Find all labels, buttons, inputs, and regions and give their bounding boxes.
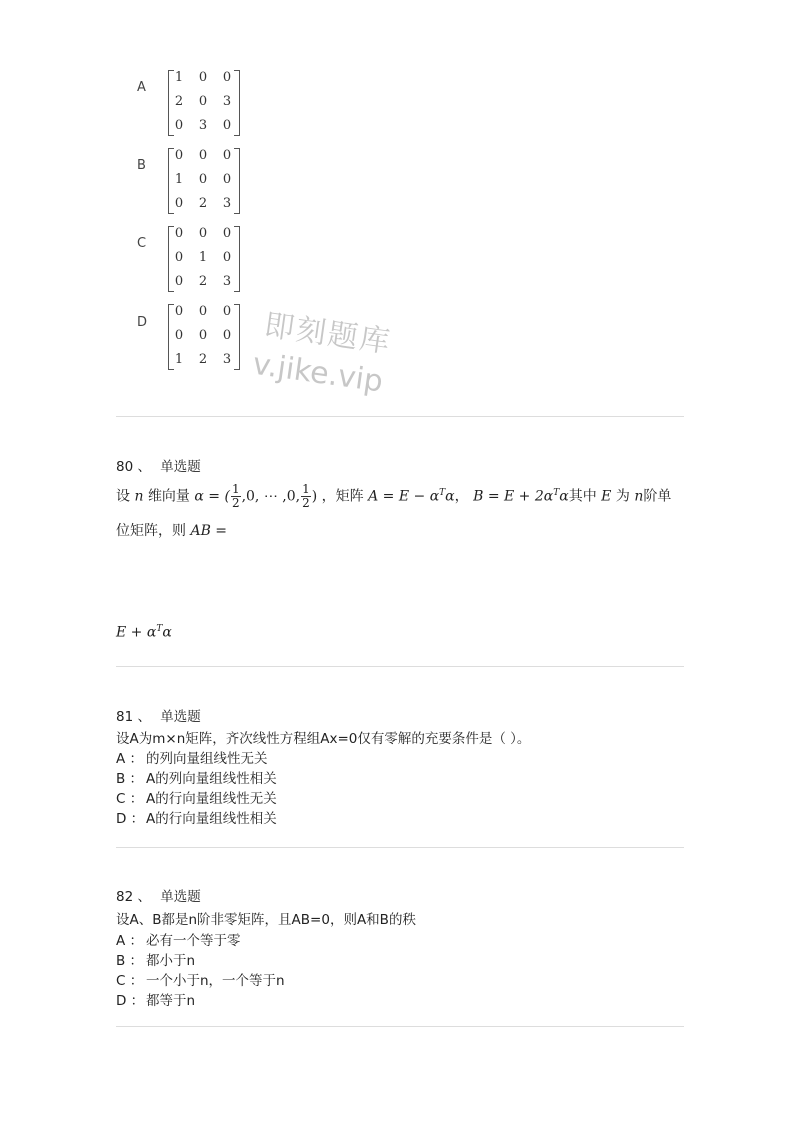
choice-letter: B ： [116, 771, 144, 787]
matrix-cell: 0 [198, 304, 208, 319]
text-fragment: n [134, 488, 144, 505]
text-fragment: ) [311, 488, 318, 505]
matrix-cell: 0 [198, 70, 208, 85]
fraction [231, 483, 241, 510]
matrix-cell: 0 [198, 328, 208, 343]
answer-expression [116, 624, 172, 641]
text-fragment: α [559, 488, 569, 505]
matrix-cell: 0 [174, 118, 184, 133]
choice-c[interactable] [116, 787, 277, 807]
numerator: 1 [302, 482, 310, 496]
watermark-line1: 即刻题库 [262, 307, 394, 361]
denominator: 2 [231, 496, 240, 510]
choice-letter: D ： [116, 811, 145, 827]
matrix-cell: 1 [198, 250, 208, 265]
divider [116, 416, 684, 417]
matrix [168, 70, 240, 136]
matrix-cell: 2 [198, 352, 208, 367]
watermark [250, 300, 394, 400]
matrix-cell: 1 [174, 172, 184, 187]
choice-text: 都小于n [146, 953, 196, 969]
text-fragment: E + α [116, 624, 157, 641]
matrix-cell: 3 [222, 274, 232, 289]
text-fragment: AB = [190, 523, 228, 539]
matrix-cell: 0 [222, 172, 232, 187]
matrix-cell: 0 [198, 148, 208, 163]
numerator: 1 [231, 482, 240, 496]
matrix-cell: 0 [174, 148, 184, 163]
choice-text: A的行向量组线性无关 [146, 791, 277, 807]
choice-d[interactable] [116, 807, 277, 827]
matrix-cell: 2 [174, 94, 184, 109]
choice-text: 一个小于n，一个等于n [146, 973, 285, 989]
choice-text: 的列向量组线性无关 [146, 751, 268, 767]
matrix-cell: 0 [222, 70, 232, 85]
question-header [116, 705, 201, 725]
question-number: 82 、 [116, 889, 151, 905]
superscript: T [439, 487, 446, 498]
choice-letter: A ： [116, 751, 144, 767]
text-fragment: n [634, 488, 644, 505]
question-type: 单选题 [160, 889, 201, 905]
option-letter: A [137, 80, 146, 95]
choice-letter: C ： [116, 973, 144, 989]
matrix-cell: 3 [222, 94, 232, 109]
choice-b[interactable] [116, 949, 195, 969]
superscript: T [553, 487, 560, 498]
text-fragment: E [601, 488, 612, 505]
matrix-cell: 0 [198, 226, 208, 241]
text-fragment: 为 [615, 488, 630, 505]
question-text: 设A、B都是n阶非零矩阵，且AB=0，则A和B的秩 [116, 912, 416, 928]
matrix-cell: 0 [222, 226, 232, 241]
question-type: 单选题 [160, 709, 201, 725]
choice-b[interactable] [116, 767, 277, 787]
question-header [116, 455, 201, 475]
choice-text: A的列向量组线性相关 [146, 771, 277, 787]
text-fragment: A = E − α [368, 488, 440, 505]
question-header [116, 885, 201, 905]
watermark-line2: v.jike.vip [250, 346, 386, 400]
text-fragment: B = E + 2α [473, 488, 554, 505]
matrix-cell: 3 [198, 118, 208, 133]
choice-text: 都等于n [146, 993, 196, 1009]
question-text: 设 n 维向量 α = ( $\frac{1}{2}$ ,0, ⋯ ,0, $\frac{1}{2}$ ) ，矩阵 $A = E - \alpha^T\alpha$， $B = E + 2\alpha^T\alpha$其中 E 为 n阶单 [116, 482, 672, 510]
matrix-cell: 0 [198, 172, 208, 187]
matrix-cell: 0 [222, 328, 232, 343]
matrix-cell: 0 [222, 304, 232, 319]
choice-text: 必有一个等于零 [146, 933, 241, 949]
matrix-cell: 3 [222, 352, 232, 367]
matrix-cell: 2 [198, 196, 208, 211]
text-fragment: α [162, 624, 172, 641]
question-number: 81 、 [116, 709, 151, 725]
denominator: 2 [302, 496, 310, 510]
fraction [301, 483, 311, 510]
choice-d[interactable] [116, 989, 195, 1009]
divider [116, 847, 684, 848]
matrix-cell: 0 [174, 226, 184, 241]
matrix-cell: 2 [198, 274, 208, 289]
matrix-cell: 1 [174, 352, 184, 367]
option-letter: C [137, 236, 147, 251]
text-fragment: 设 [116, 488, 130, 505]
choice-letter: B ： [116, 953, 144, 969]
question-text: 设A为m×n矩阵，齐次线性方程组Ax=0仅有零解的充要条件是（ ）。 [116, 731, 531, 747]
text-fragment: α = ( [194, 488, 230, 505]
choice-text: A的行向量组线性相关 [146, 811, 277, 827]
choice-letter: D ： [116, 993, 145, 1009]
matrix-cell: 0 [174, 274, 184, 289]
matrix-cell: 0 [174, 304, 184, 319]
question-number: 80 、 [116, 459, 151, 475]
text-fragment: ，矩阵 [321, 488, 364, 505]
question-text-line2 [116, 520, 227, 540]
choice-c[interactable] [116, 969, 285, 989]
text-fragment: 其中 [568, 488, 597, 505]
matrix-cell: 0 [174, 328, 184, 343]
matrix [168, 304, 240, 370]
text-fragment: ,0, ⋯ ,0, [241, 488, 301, 505]
matrix-cell: 1 [174, 70, 184, 85]
matrix [168, 148, 240, 214]
text-fragment: α [445, 488, 455, 505]
text-fragment: 维向量 [147, 488, 190, 505]
superscript: T [156, 624, 163, 634]
divider [116, 1026, 684, 1027]
matrix-cell: 0 [174, 196, 184, 211]
divider [116, 666, 684, 667]
choice-a[interactable] [116, 929, 241, 949]
option-letter: B [137, 158, 146, 173]
question-type: 单选题 [160, 459, 201, 475]
choice-a[interactable] [116, 747, 268, 767]
choice-letter: A ： [116, 933, 144, 949]
matrix-cell: 3 [222, 196, 232, 211]
matrix-cell: 0 [198, 94, 208, 109]
text-fragment: 阶单 [643, 488, 672, 505]
matrix-cell: 0 [174, 250, 184, 265]
text-fragment: 位矩阵，则 [116, 523, 186, 539]
option-letter: D [137, 315, 148, 330]
matrix-cell: 0 [222, 118, 232, 133]
matrix-cell: 0 [222, 250, 232, 265]
choice-letter: C ： [116, 791, 144, 807]
matrix-cell: 0 [222, 148, 232, 163]
matrix [168, 226, 240, 292]
